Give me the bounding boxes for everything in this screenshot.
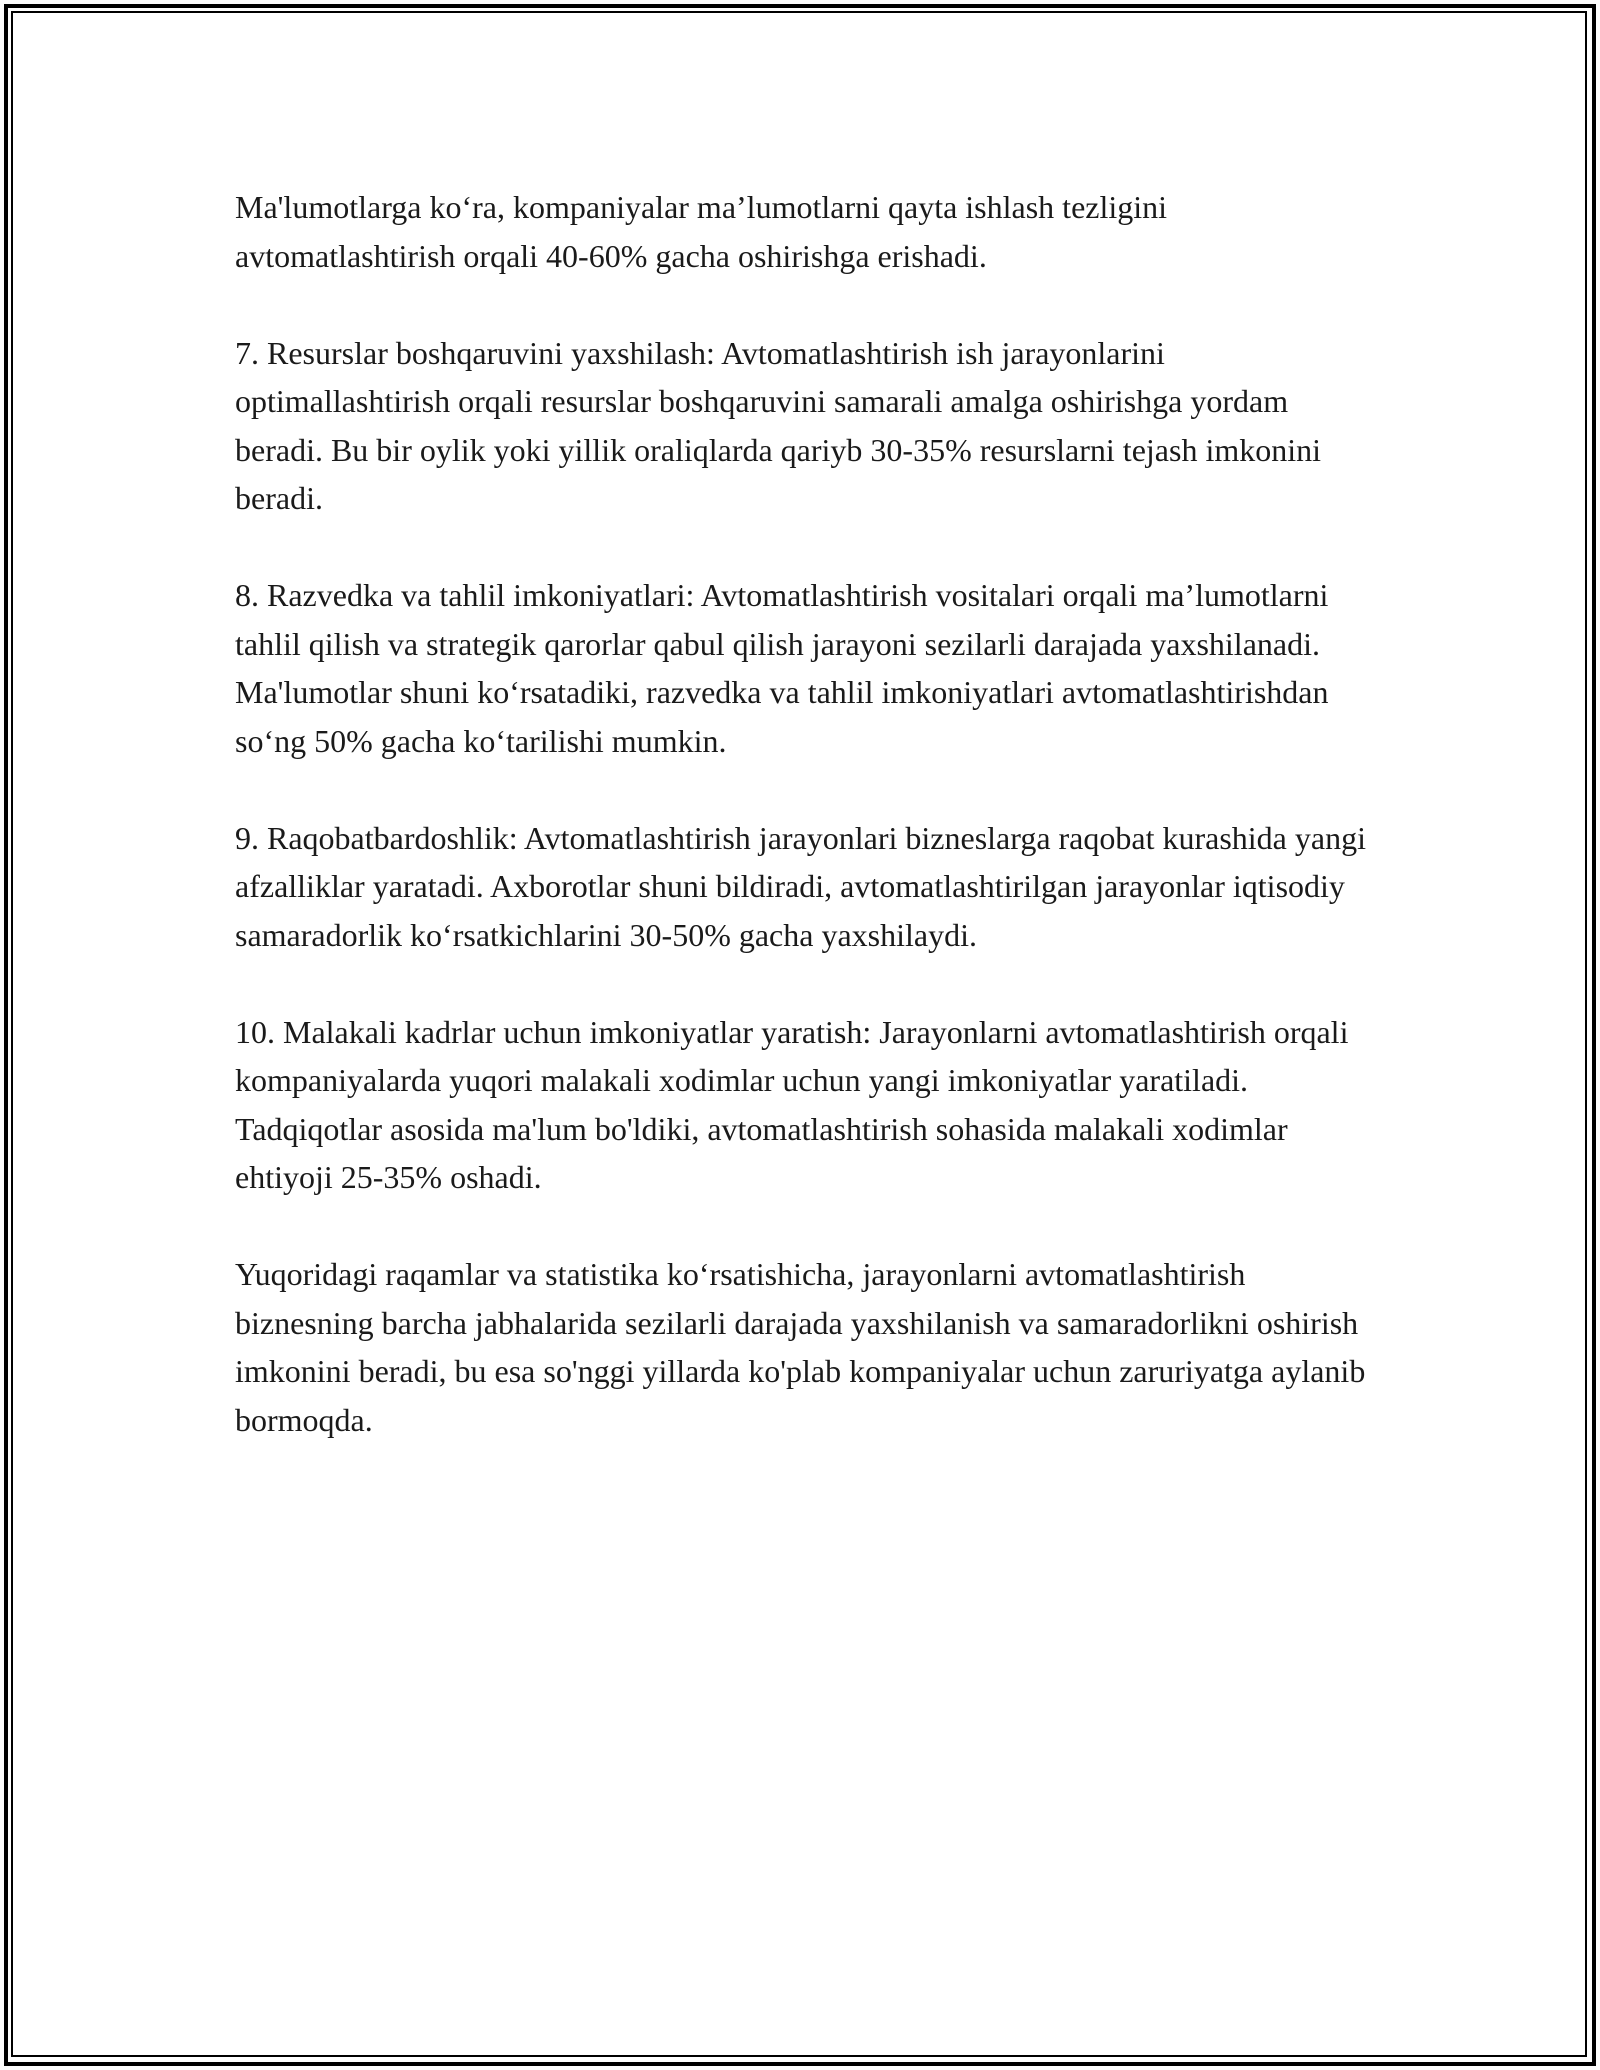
- paragraph-item-9: 9. Raqobatbardoshlik: Avtomatlashtirish jarayonlari bizneslarga raqobat kurashida yangi afzalliklar yaratadi. Axborotlar shuni bildiradi, avtomatlashtirilgan jarayonlar iqtisodiy samaradorlik ko‘rsatkichlarini 30-50% gacha yaxshilaydi.: [235, 819, 1366, 953]
- document-body: [235, 183, 1370, 1493]
- paragraph-item-8: 8. Razvedka va tahlil imkoniyatlari: Avtomatlashtirish vositalari orqali ma’lumotlarni tahlil qilish va strategik qarorlar qabul qilish jarayoni sezilarli darajada yaxshilanadi. Ma'lumotlar shuni ko‘rsatadiki, razvedka va tahlil imkoniyatlari avtomatlashtirishdan so‘ng 50% gacha ko‘tarilishi mumkin.: [235, 577, 1329, 759]
- paragraph-item-7: 7. Resurslar boshqaruvini yaxshilash: Avtomatlashtirish ish jarayonlarini optimallashtirish orqali resurslar boshqaruvini samarali amalga oshirishga yordam beradi. Bu bir oylik yoki yillik oraliqlarda qariyb 30-35% resurslarni tejash imkonini beradi.: [235, 334, 1321, 516]
- paragraph-intro: Ma'lumotlarga ko‘ra, kompaniyalar ma’lumotlarni qayta ishlash tezligini avtomatlashtirish orqali 40-60% gacha oshirishga erishadi.: [235, 189, 1168, 274]
- paragraph-conclusion: Yuqoridagi raqamlar va statistika ko‘rsatishicha, jarayonlarni avtomatlashtirish biznesning barcha jabhalarida sezilarli darajada yaxshilanish va samaradorlikni oshirish imkonini beradi, bu esa so'nggi yillarda ko'plab kompaniyalar uchun zaruriyatga aylanib bormoqda.: [235, 1256, 1366, 1438]
- paragraph-item-10: 10. Malakali kadrlar uchun imkoniyatlar yaratish: Jarayonlarni avtomatlashtirish orqali kompaniyalarda yuqori malakali xodimlar uchun yangi imkoniyatlar yaratiladi. Tadqiqotlar asosida ma'lum bo'ldiki, avtomatlashtirish sohasida malakali xodimlar ehtiyoji 25-35% oshadi.: [235, 1013, 1349, 1195]
